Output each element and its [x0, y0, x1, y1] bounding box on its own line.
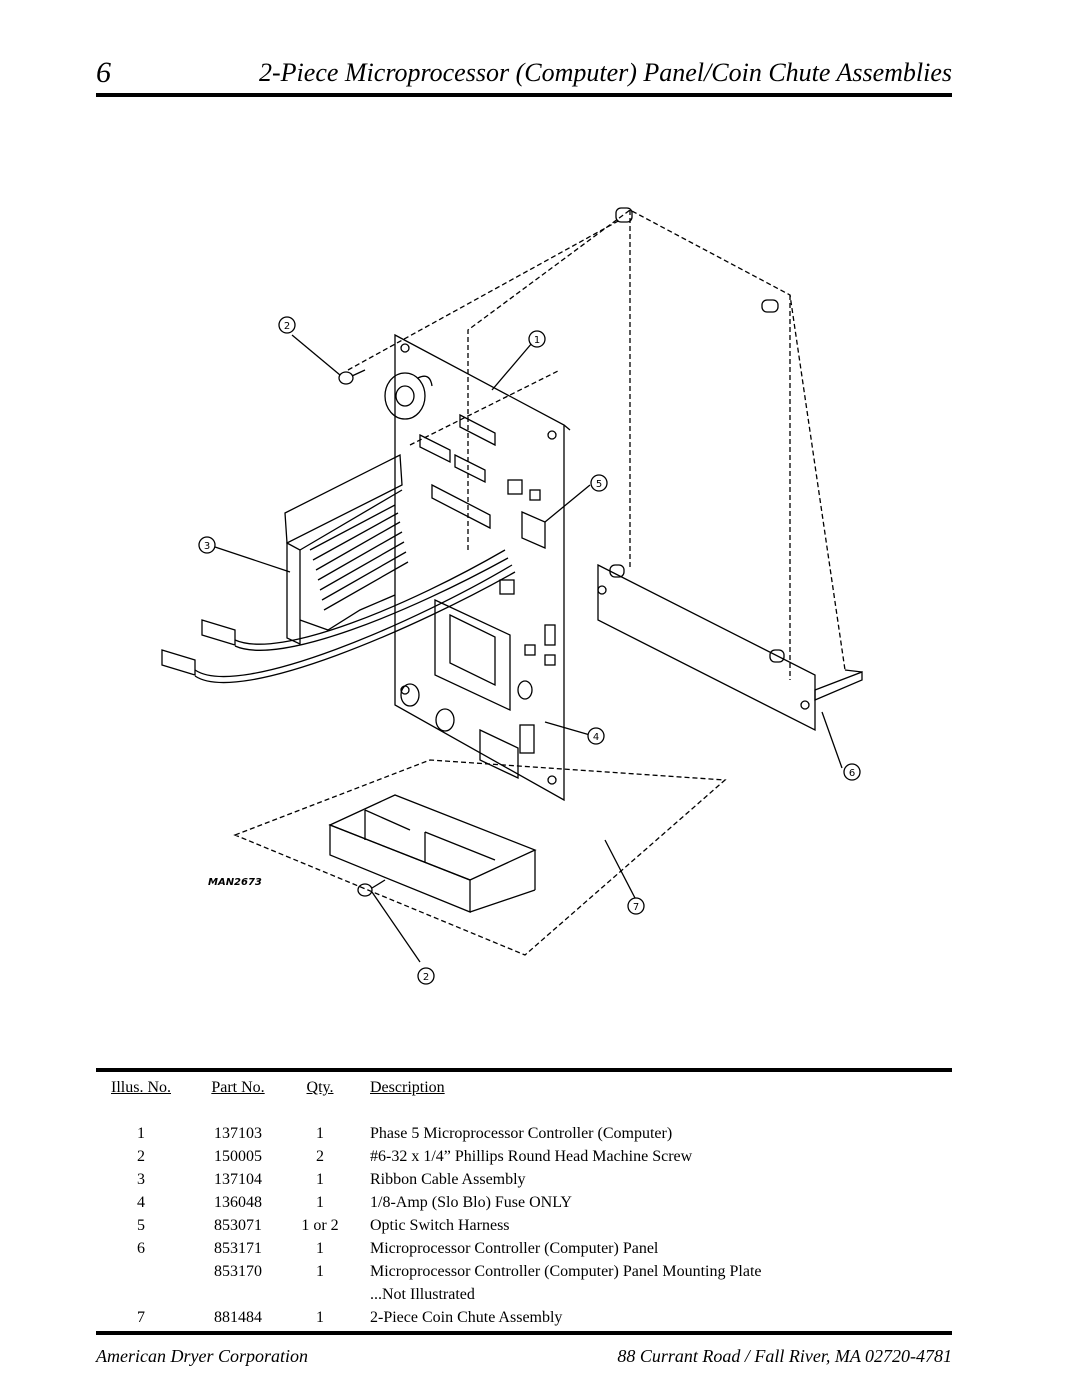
- description-cell: Microprocessor Controller (Computer) Panel: [370, 1240, 659, 1257]
- page-header: [96, 56, 952, 94]
- page-number: 6: [96, 56, 111, 89]
- qty-cell: 1: [316, 1309, 324, 1326]
- description-cell: #6-32 x 1/4” Phillips Round Head Machine Screw: [370, 1148, 693, 1165]
- callout-2-lower-label: 2: [422, 972, 430, 983]
- mounting-plate: [598, 565, 862, 730]
- description-cell: ...Not Illustrated: [370, 1286, 475, 1303]
- part-no-cell: 881484: [214, 1309, 262, 1326]
- part-no-cell: 853171: [214, 1240, 262, 1257]
- table-row: [96, 1122, 952, 1145]
- callout-6-label: 6: [848, 768, 856, 779]
- table-row: [96, 1283, 952, 1306]
- description-cell: 2-Piece Coin Chute Assembly: [370, 1309, 563, 1326]
- callout-4-label: 4: [592, 732, 600, 743]
- part-no-cell: 137103: [214, 1125, 262, 1142]
- qty-cell: 1: [316, 1194, 324, 1211]
- callout-3-label: 3: [203, 541, 211, 552]
- illus-no-cell: 6: [137, 1240, 145, 1257]
- page-title: 2-Piece Microprocessor (Computer) Panel/Coin Chute Assemblies: [259, 58, 952, 87]
- coin-chute-base: [235, 760, 725, 955]
- qty-cell: 1: [316, 1125, 324, 1142]
- illus-no-cell: 3: [137, 1171, 145, 1188]
- description-cell: Optic Switch Harness: [370, 1217, 510, 1234]
- exploded-assembly-diagram: [150, 200, 870, 1000]
- part-no-cell: 853170: [214, 1263, 262, 1280]
- optic-harness: [162, 550, 515, 683]
- header-description: Description: [370, 1079, 445, 1096]
- callout-5-label: 5: [595, 479, 603, 490]
- illus-no-cell: 4: [137, 1194, 145, 1211]
- callout-1-label: 1: [533, 335, 541, 346]
- table-row: [96, 1260, 952, 1283]
- table-row: [96, 1237, 952, 1260]
- callout-2-upper-label: 2: [283, 321, 291, 332]
- table-row: [96, 1168, 952, 1191]
- header-rule: [96, 93, 952, 97]
- callout-bubbles: [199, 317, 860, 984]
- table-header-row: [96, 1076, 952, 1100]
- upper-screw: [339, 370, 365, 384]
- qty-cell: 1: [316, 1263, 324, 1280]
- qty-cell: 1 or 2: [301, 1217, 339, 1234]
- panel-outline: [348, 210, 845, 680]
- part-no-cell: 150005: [214, 1148, 262, 1165]
- footer-rule: [96, 1331, 952, 1335]
- drawing-id: MAN2673: [208, 877, 262, 888]
- header-qty: Qty.: [306, 1079, 334, 1096]
- footer-address: 88 Currant Road / Fall River, MA 02720-4781: [617, 1346, 952, 1366]
- part-no-cell: 137104: [214, 1171, 262, 1188]
- header-part-no: Part No.: [211, 1079, 265, 1096]
- description-cell: Microprocessor Controller (Computer) Panel Mounting Plate: [370, 1263, 762, 1280]
- description-cell: Phase 5 Microprocessor Controller (Computer): [370, 1125, 673, 1142]
- callout-7-label: 7: [632, 902, 640, 913]
- table-row: [96, 1306, 952, 1329]
- table-row: [96, 1191, 952, 1214]
- illus-no-cell: 2: [137, 1148, 145, 1165]
- qty-cell: 1: [316, 1171, 324, 1188]
- part-no-cell: 853071: [214, 1217, 262, 1234]
- table-top-rule: [96, 1068, 952, 1072]
- illus-no-cell: 1: [137, 1125, 145, 1142]
- leader-lines: [215, 335, 842, 962]
- illus-no-cell: 7: [137, 1309, 145, 1326]
- parts-table: [96, 1076, 952, 1329]
- table-row: [96, 1214, 952, 1237]
- description-cell: Ribbon Cable Assembly: [370, 1171, 526, 1188]
- illus-no-cell: 5: [137, 1217, 145, 1234]
- control-board: [385, 335, 570, 800]
- standoffs: [616, 208, 778, 312]
- header-illus-no: Illus. No.: [111, 1079, 171, 1096]
- description-cell: 1/8-Amp (Slo Blo) Fuse ONLY: [370, 1194, 572, 1211]
- qty-cell: 1: [316, 1240, 324, 1257]
- table-row: [96, 1145, 952, 1168]
- qty-cell: 2: [316, 1148, 324, 1165]
- part-no-cell: 136048: [214, 1194, 262, 1211]
- footer-company: American Dryer Corporation: [96, 1346, 308, 1366]
